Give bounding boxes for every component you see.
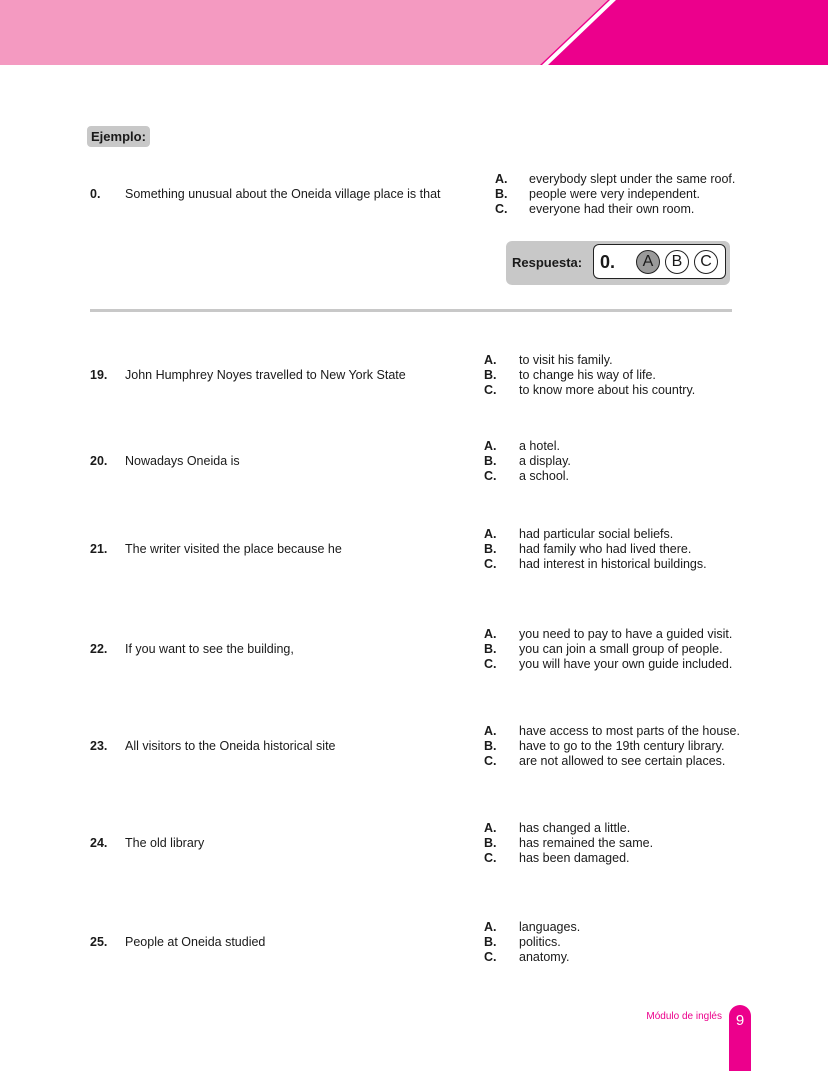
question-22	[0, 627, 828, 673]
option-letter: C.	[484, 754, 497, 768]
example-question	[0, 172, 828, 218]
option-list	[484, 724, 740, 769]
option-letter: C.	[484, 950, 497, 964]
option-letter: A.	[484, 353, 497, 367]
question-text: The writer visited the place because he	[125, 542, 342, 556]
option-letter: B.	[484, 642, 497, 656]
answer-label: Respuesta:	[512, 255, 583, 270]
option-text: a school.	[519, 469, 570, 483]
option-letter: A.	[484, 821, 497, 835]
option-b	[495, 187, 735, 202]
option-a	[484, 439, 571, 454]
question-19	[0, 353, 828, 399]
option-text: to visit his family.	[519, 353, 613, 367]
option-b	[484, 454, 571, 469]
option-letter: A.	[484, 627, 497, 641]
option-a	[484, 724, 740, 739]
question-24	[0, 821, 828, 867]
example-tag: Ejemplo:	[87, 126, 150, 147]
answer-number: 0.	[600, 252, 616, 272]
question-20	[0, 439, 828, 485]
question-text: All visitors to the Oneida historical site	[125, 739, 336, 753]
option-b	[484, 542, 707, 557]
option-text: are not allowed to see certain places.	[519, 754, 726, 768]
option-list	[484, 920, 580, 965]
option-letter: B.	[484, 739, 497, 753]
question-21	[0, 527, 828, 573]
option-text: languages.	[519, 920, 581, 934]
question-23	[0, 724, 828, 770]
option-text: everybody slept under the same roof.	[529, 172, 736, 186]
option-b	[484, 368, 695, 383]
option-b	[484, 642, 732, 657]
option-list	[495, 172, 735, 217]
page-number: 9	[729, 1005, 751, 1071]
option-letter: B.	[484, 454, 497, 468]
option-text: had family who had lived there.	[519, 542, 692, 556]
option-c	[484, 950, 580, 965]
option-text: politics.	[519, 935, 561, 949]
option-text: has remained the same.	[519, 836, 654, 850]
option-letter: C.	[484, 851, 497, 865]
option-text: a display.	[519, 454, 571, 468]
option-a	[484, 920, 580, 935]
option-letter: B.	[484, 935, 497, 949]
question-text: The old library	[125, 836, 205, 850]
option-text: has changed a little.	[519, 821, 631, 835]
option-c	[484, 383, 695, 398]
answer-sheet	[593, 244, 726, 279]
option-text: have to go to the 19th century library.	[519, 739, 725, 753]
option-c	[484, 469, 571, 484]
option-list	[484, 439, 571, 484]
option-text: you can join a small group of people.	[519, 642, 723, 656]
question-number: 25.	[90, 935, 108, 949]
option-letter: A.	[484, 439, 497, 453]
option-letter: C.	[484, 383, 497, 397]
option-c	[484, 754, 740, 769]
option-letter: B.	[484, 368, 497, 382]
option-a	[484, 527, 707, 542]
option-text: you need to pay to have a guided visit.	[519, 627, 733, 641]
option-text: a hotel.	[519, 439, 561, 453]
option-letter: B.	[484, 836, 497, 850]
option-a	[484, 821, 653, 836]
answer-choice-a: A	[636, 250, 660, 274]
option-letter: A.	[484, 920, 497, 934]
question-number: 21.	[90, 542, 108, 556]
option-letter: B.	[484, 542, 497, 556]
question-text: People at Oneida studied	[125, 935, 266, 949]
option-letter: C.	[484, 469, 497, 483]
question-text: If you want to see the building,	[125, 642, 294, 656]
option-b	[484, 935, 580, 950]
option-c	[484, 657, 732, 672]
option-a	[484, 353, 695, 368]
option-text: had interest in historical buildings.	[519, 557, 707, 571]
option-letter: C.	[495, 202, 508, 216]
option-text: everyone had their own room.	[529, 202, 695, 216]
option-letter: C.	[484, 657, 497, 671]
question-number: 22.	[90, 642, 108, 656]
question-25	[0, 920, 828, 966]
question-number: 0.	[90, 187, 101, 201]
answer-choice-c: C	[694, 250, 718, 274]
option-a	[484, 627, 732, 642]
option-letter: A.	[484, 724, 497, 738]
option-letter: A.	[484, 527, 497, 541]
option-text: people were very independent.	[529, 187, 700, 201]
option-letter: B.	[495, 187, 508, 201]
option-text: you will have your own guide included.	[519, 657, 733, 671]
answer-box	[506, 241, 730, 285]
question-number: 23.	[90, 739, 108, 753]
option-c	[484, 557, 707, 572]
option-letter: A.	[495, 172, 508, 186]
question-number: 24.	[90, 836, 108, 850]
option-text: have access to most parts of the house.	[519, 724, 740, 738]
option-c	[484, 851, 653, 866]
option-text: anatomy.	[519, 950, 570, 964]
option-text: has been damaged.	[519, 851, 630, 865]
option-text: had particular social beliefs.	[519, 527, 674, 541]
footer-module-label: Módulo de inglés	[646, 1011, 722, 1022]
option-a	[495, 172, 735, 187]
question-text: Something unusual about the Oneida village place is that	[125, 187, 441, 201]
option-list	[484, 821, 653, 866]
option-letter: C.	[484, 557, 497, 571]
option-list	[484, 353, 695, 398]
question-number: 19.	[90, 368, 108, 382]
answer-choice-b: B	[665, 250, 689, 274]
question-text: Nowadays Oneida is	[125, 454, 240, 468]
option-text: to know more about his country.	[519, 383, 696, 397]
option-b	[484, 739, 740, 754]
option-c	[495, 202, 735, 217]
option-list	[484, 527, 707, 572]
question-number: 20.	[90, 454, 108, 468]
section-divider	[90, 309, 732, 312]
option-text: to change his way of life.	[519, 368, 656, 382]
option-list	[484, 627, 732, 672]
question-text: John Humphrey Noyes travelled to New York State	[125, 368, 406, 382]
option-b	[484, 836, 653, 851]
